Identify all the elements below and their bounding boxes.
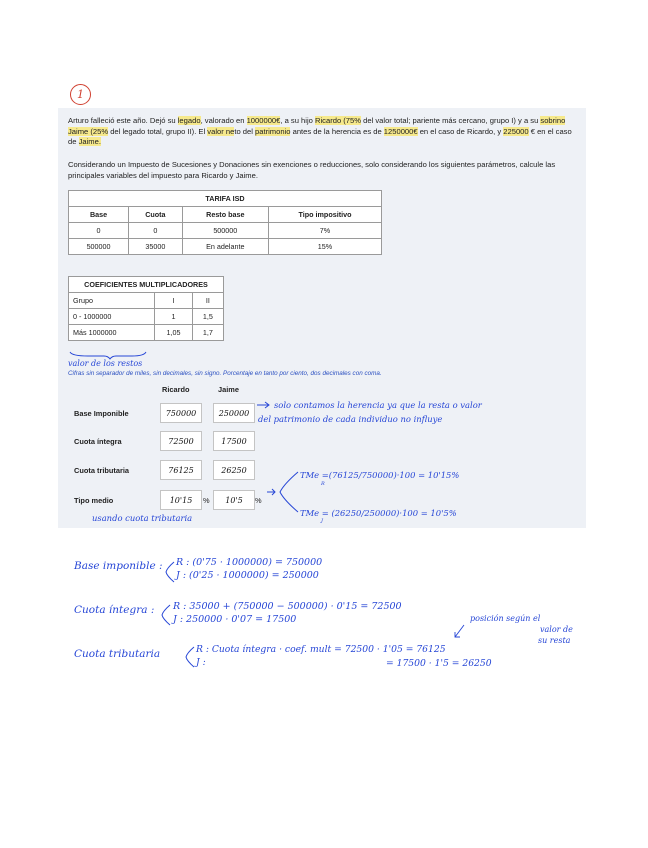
cuota-tributaria-jaime-field[interactable]: 26250 [213,460,255,480]
tipo-medio-jaime-field[interactable]: 10'5 [213,490,255,510]
handwritten-work: R : Cuota íntegra · coef. mult = 72500 · 1'05 = 76125 [196,644,446,655]
tarifa-title: TARIFA ISD [69,191,382,207]
arrow-down-icon [452,624,466,640]
handwritten-note: del patrimonio de cada individuo no influye [258,414,443,424]
column-header-jaime: Jaime [218,385,239,394]
handwritten-work: J : [196,657,206,668]
column-header-ricardo: Ricardo [162,385,190,394]
handwritten-label: Base imponible : [74,560,163,572]
base-imponible-jaime-field[interactable]: 250000 [213,403,255,423]
handwritten-note: solo contamos la herencia ya que la resta o valor [274,400,482,410]
cuota-integra-jaime-field[interactable]: 17500 [213,431,255,451]
brace-icon [164,560,176,584]
statement-question: Considerando un Impuesto de Sucesiones y Donaciones sin exenciones o reducciones, solo considerando los siguientes parámetros, calcule las principales variables del impuesto para Ricardo y Jaime. [68,160,556,180]
table-row: 0 - 1000000 1 1,5 [69,309,224,325]
handwritten-note: usando cuota tributaria [92,513,193,523]
row-label: Tipo medio [74,496,114,505]
tipo-medio-ricardo-field[interactable]: 10'15 [160,490,202,510]
handwritten-subscript: J [321,518,324,524]
handwritten-note: su resta [538,636,571,645]
row-label: Cuota tributaria [74,466,130,475]
handwritten-note: valor de los restos [68,359,143,368]
handwritten-work: J : (0'25 · 1000000) = 250000 [176,570,319,581]
handwritten-note: valor de [540,625,573,634]
row-label: Base Imponible [74,409,129,418]
coef-table: COEFICIENTES MULTIPLICADORES Grupo I II 0 - 1000000 1 1,5 Más 1000000 1,05 1,7 [68,276,224,341]
handwritten-note: posición según el [470,614,541,623]
handwritten-label: Cuota tributaria [74,648,161,660]
format-note: Cifras sin separador de miles, sin decimales, sin signo. Porcentaje en tanto por ciento, dos decimales con coma. [68,370,382,377]
percent-sign: % [203,496,210,505]
brace-icon [184,645,196,669]
tarifa-header: Tipo impositivo [268,207,381,223]
percent-sign: % [255,496,262,505]
tarifa-header: Resto base [182,207,268,223]
arrow-right-icon [256,400,272,410]
handwritten-work: J : 250000 · 0'07 = 17500 [173,614,297,625]
tarifa-table [68,190,382,255]
base-imponible-ricardo-field[interactable]: 750000 [160,403,202,423]
tarifa-header: Base [69,207,129,223]
coef-title: COEFICIENTES MULTIPLICADORES [69,277,224,293]
handwritten-work: R : 35000 + (750000 − 500000) · 0'15 = 72500 [173,601,402,612]
handwritten-note: TMe = (26250/250000)·100 = 10'5% [300,508,457,518]
table-row: Más 1000000 1,05 1,7 [69,325,224,341]
brace-icon [160,603,172,627]
handwritten-note: TMe =(76125/750000)·100 = 10'15% [300,470,460,480]
handwritten-work: = 17500 · 1'5 = 26250 [386,658,492,669]
tarifa-header: Cuota [129,207,183,223]
bracket-arrow-icon [266,470,302,514]
exercise-number: 1 [70,84,91,105]
cuota-tributaria-ricardo-field[interactable]: 76125 [160,460,202,480]
cuota-integra-ricardo-field[interactable]: 72500 [160,431,202,451]
handwritten-subscript: R [321,481,325,487]
handwritten-work: R : (0'75 · 1000000) = 750000 [176,557,323,568]
handwritten-label: Cuota íntegra : [74,604,155,616]
row-label: Cuota íntegra [74,437,122,446]
statement-paragraph: Arturo falleció este año. Dejó su legado, valorado en 1000000€, a su hijo Ricardo (75% del valor total; pariente más cercano, grupo I) y a su sobrino Jaime (25% del legado total, grupo II). El valor neto del patrimonio antes de la herencia es de 1250000€ en el caso de Ricardo, y 225000 € en el caso de Jaime. [68,116,572,147]
table-row: 0 0 500000 7% [69,223,382,239]
table-row: 500000 35000 En adelante 15% [69,239,382,255]
